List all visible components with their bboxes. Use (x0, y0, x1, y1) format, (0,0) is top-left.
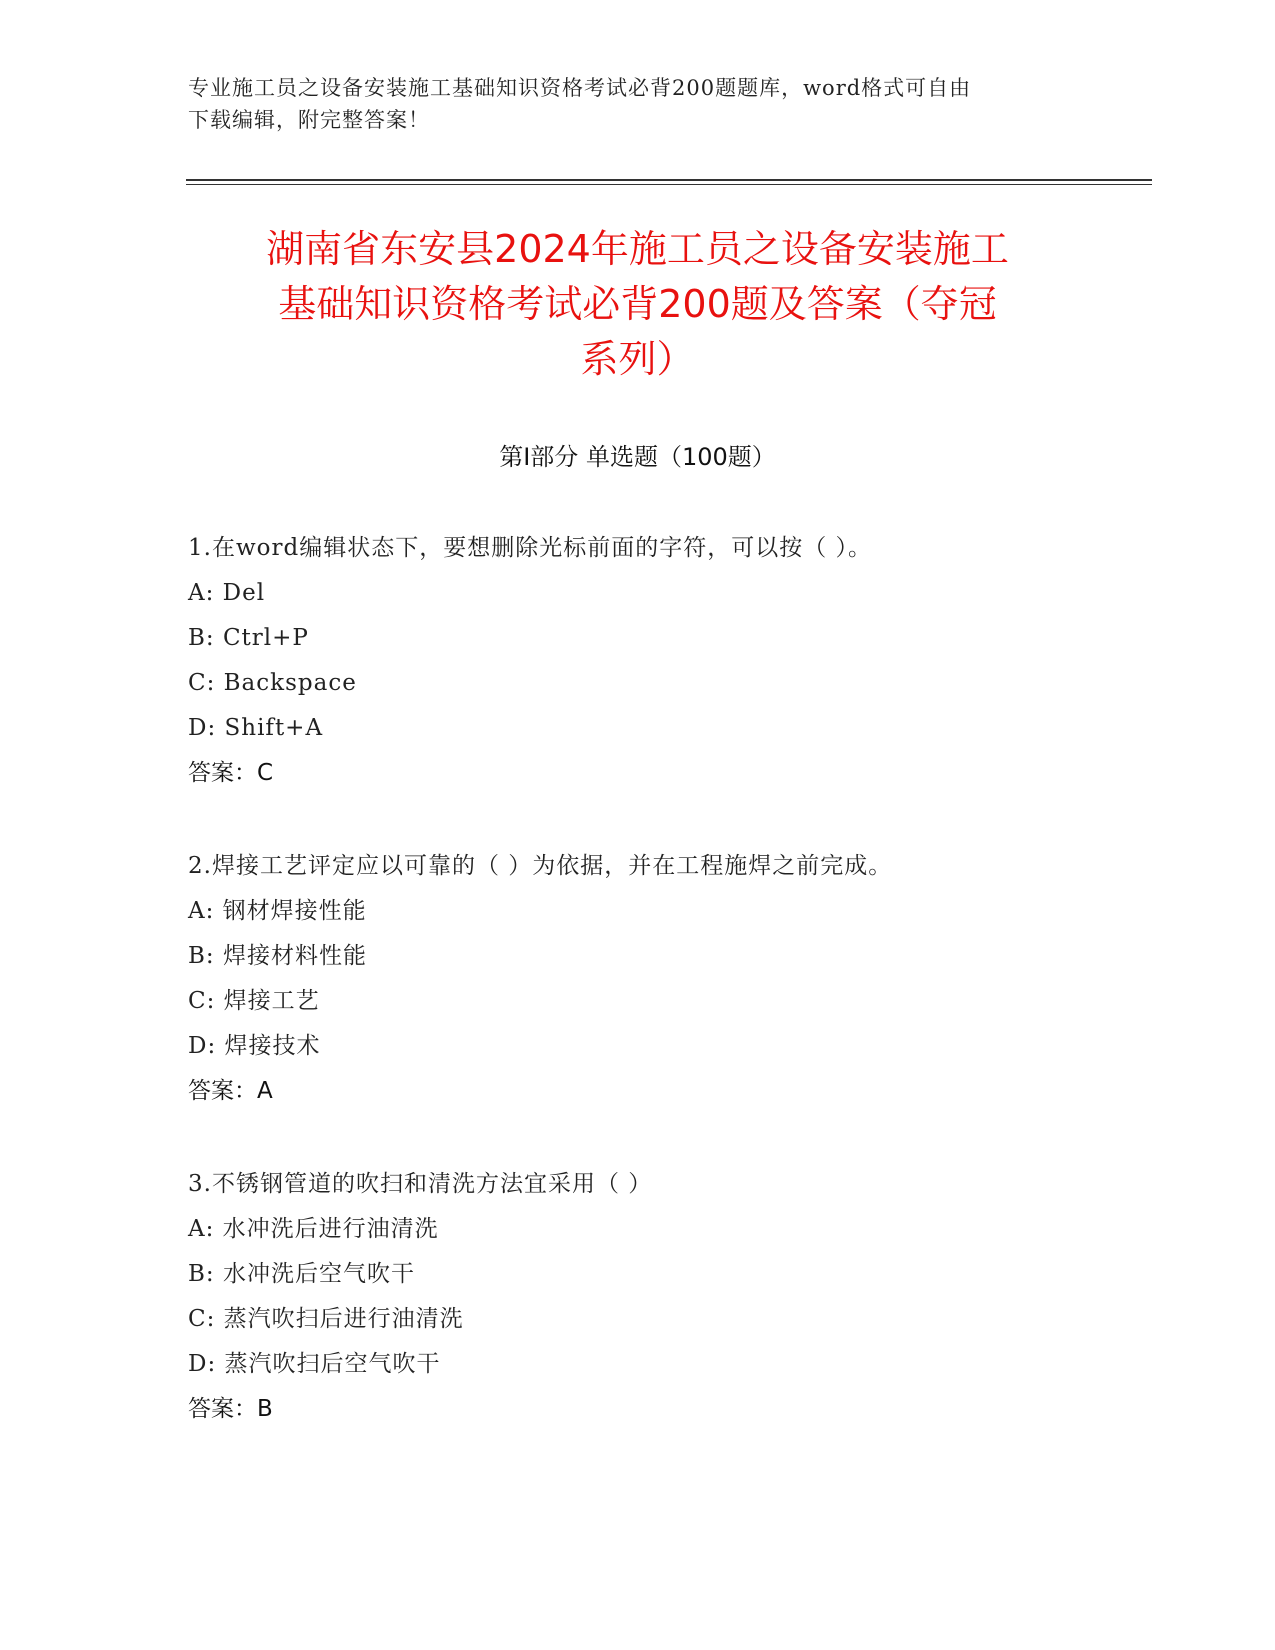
option-d: D: 焊接技术 (188, 1033, 321, 1059)
question-2 (188, 844, 1148, 1114)
option-b: B: Ctrl+P (188, 625, 309, 651)
header-divider-thin (186, 184, 1152, 185)
option-a: A: 水冲洗后进行油清洗 (188, 1216, 439, 1242)
option-c: C: 蒸汽吹扫后进行油清洗 (188, 1306, 464, 1332)
option-a: A: Del (188, 580, 266, 606)
header-divider-thick (186, 179, 1152, 181)
document-title-line-2: 基础知识资格考试必背200题及答案（夺冠 (278, 282, 997, 326)
document-title-line-3: 系列） (580, 337, 695, 381)
question-3 (188, 1162, 1148, 1432)
document-title (160, 222, 1115, 387)
question-stem: 3.不锈钢管道的吹扫和清洗方法宜采用（ ） (188, 1171, 653, 1197)
question-stem: 2.焊接工艺评定应以可靠的（ ）为依据，并在工程施焊之前完成。 (188, 853, 893, 879)
header-note-line-1: 专业施工员之设备安装施工基础知识资格考试必背200题题库，word格式可自由 (188, 76, 972, 100)
header-note-line-2: 下载编辑，附完整答案！ (188, 108, 430, 132)
document-title-line-1: 湖南省东安县2024年施工员之设备安装施工 (266, 227, 1009, 271)
option-b: B: 水冲洗后空气吹干 (188, 1261, 415, 1287)
section-title: 第Ⅰ部分 单选题（100题） (499, 443, 776, 471)
option-d: D: 蒸汽吹扫后空气吹干 (188, 1351, 441, 1377)
question-1 (188, 526, 1148, 796)
option-d: D: Shift+A (188, 715, 324, 741)
option-c: C: Backspace (188, 670, 357, 696)
option-b: B: 焊接材料性能 (188, 943, 367, 969)
answer: 答案：A (188, 1078, 273, 1104)
option-a: A: 钢材焊接性能 (188, 898, 367, 924)
question-stem: 1.在word编辑状态下，要想删除光标前面的字符，可以按（ ）。 (188, 535, 873, 561)
answer: 答案：C (188, 760, 274, 786)
answer: 答案：B (188, 1396, 273, 1422)
option-c: C: 焊接工艺 (188, 988, 320, 1014)
header-note (188, 72, 1088, 136)
